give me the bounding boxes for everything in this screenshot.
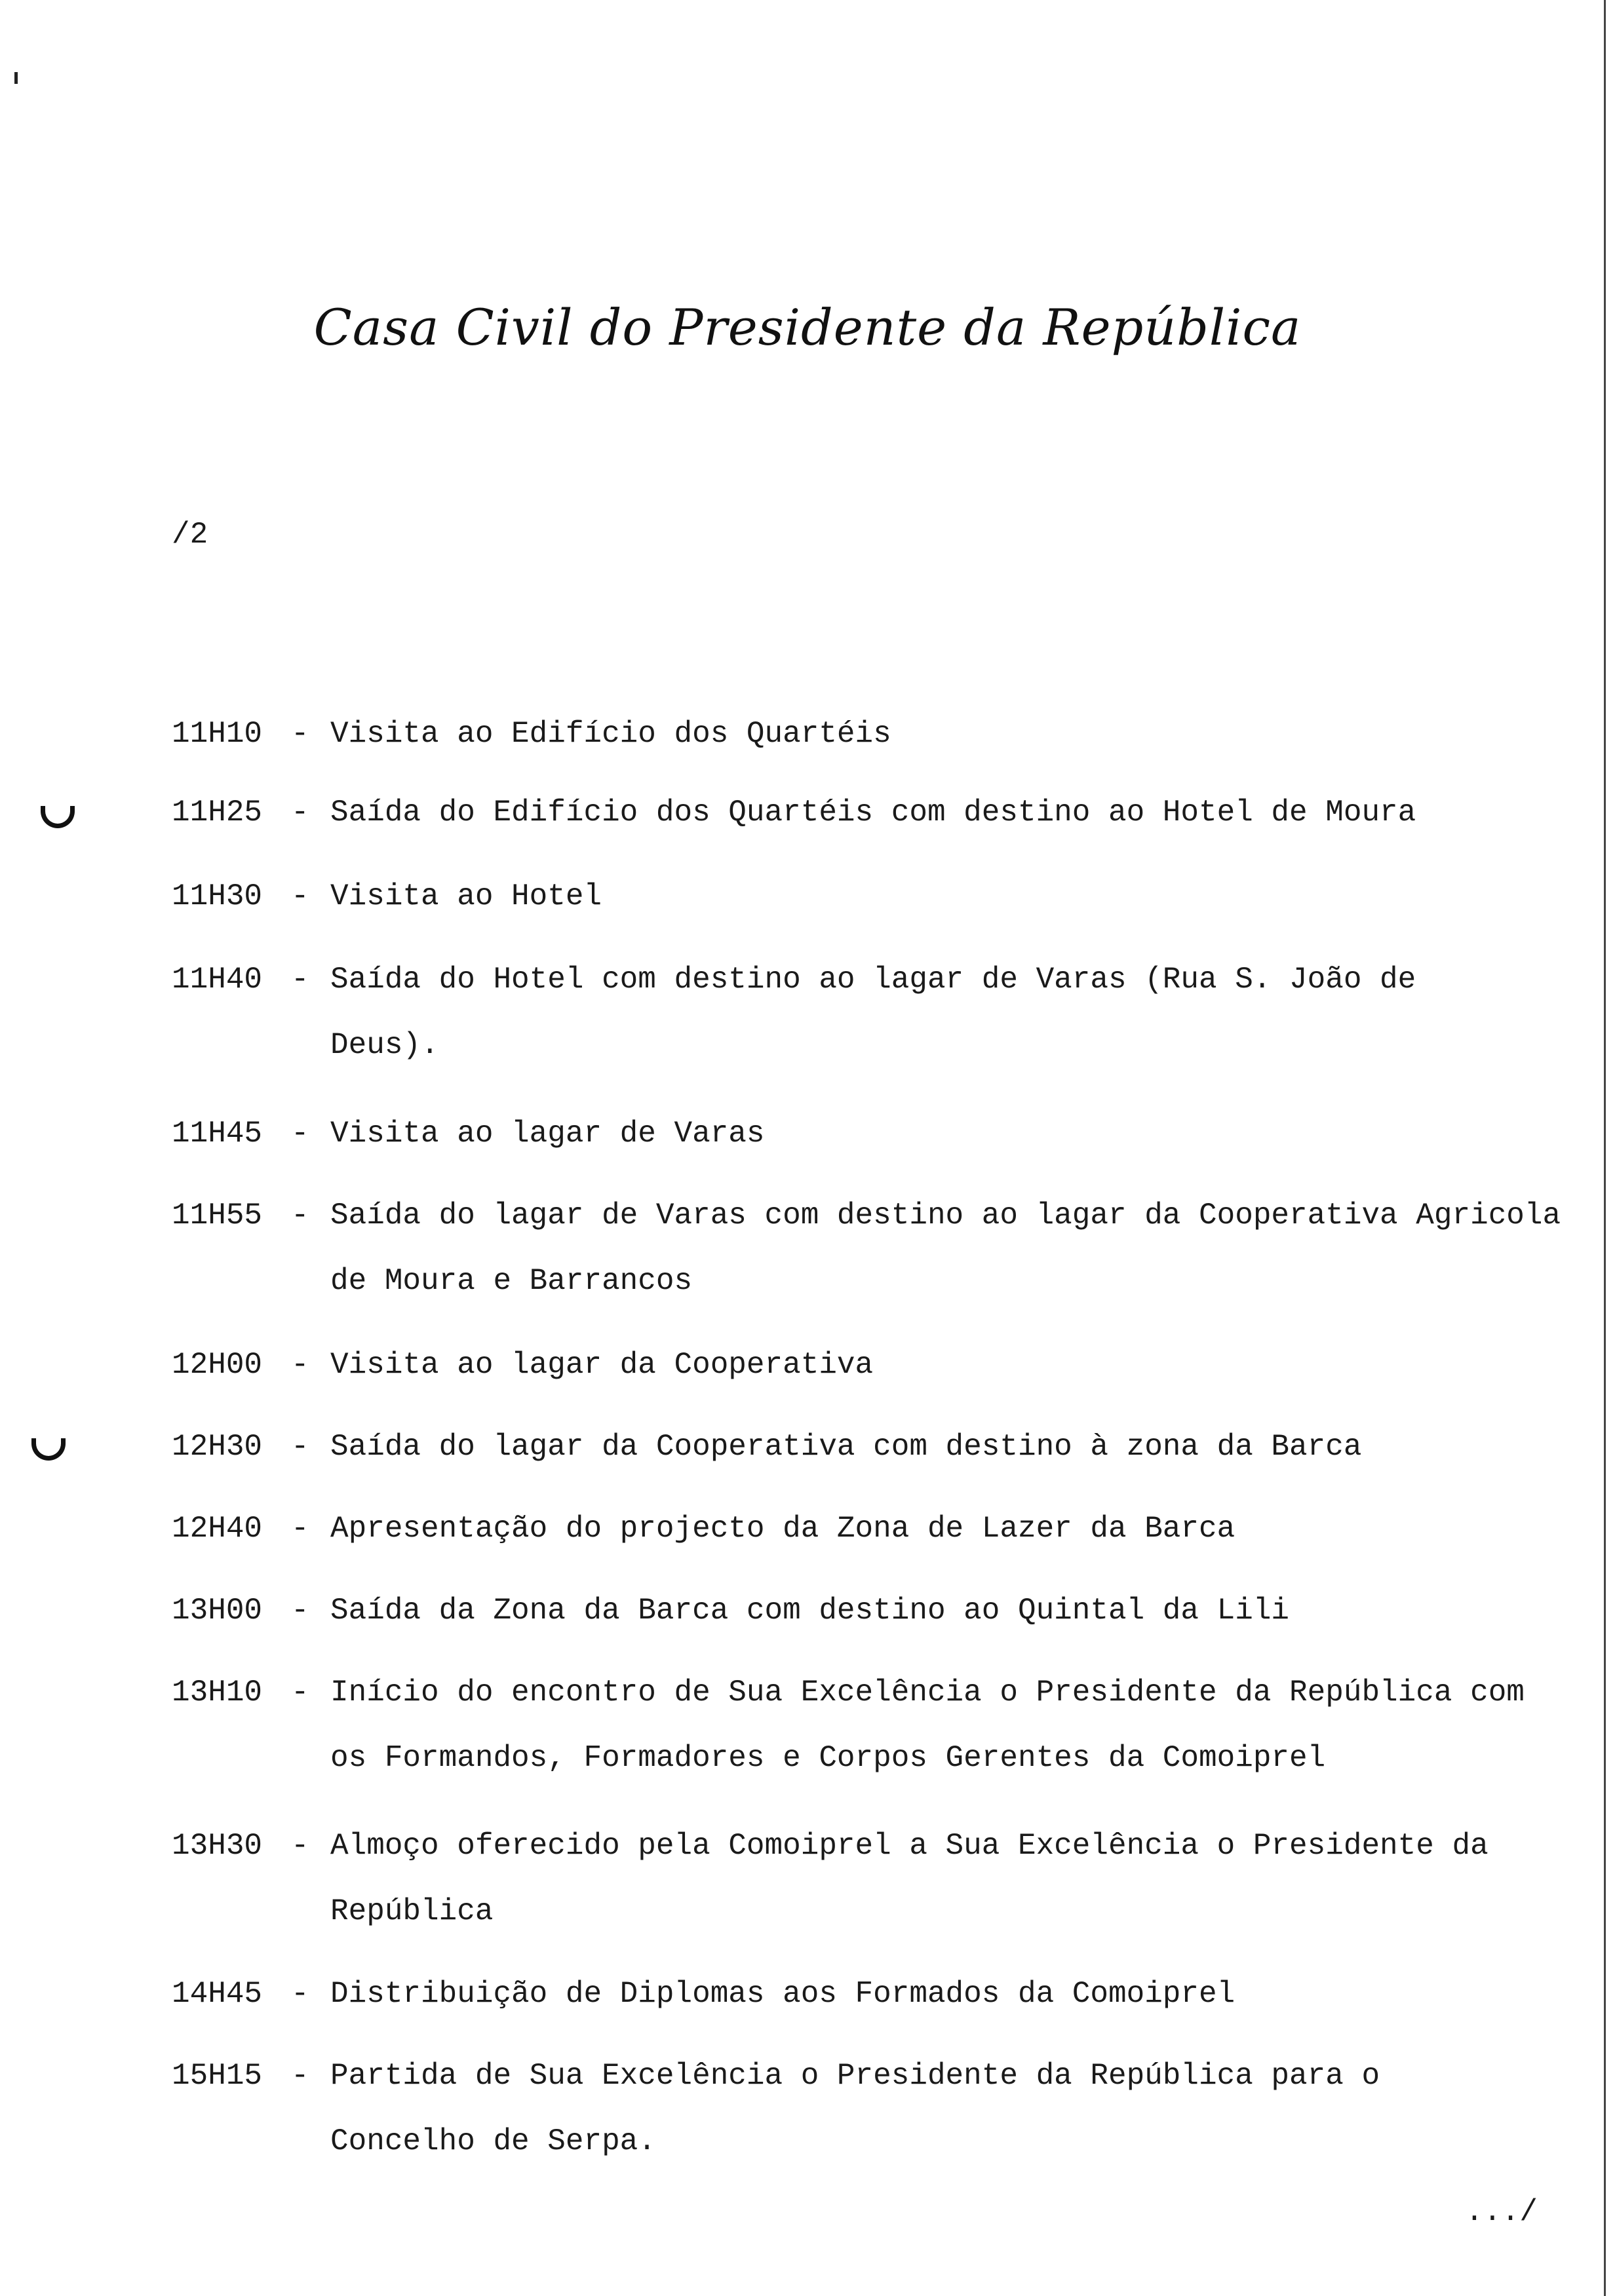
schedule-entry <box>172 1332 1576 1398</box>
entry-dash: - <box>291 1675 309 1710</box>
schedule-entry <box>172 947 1458 1078</box>
entry-text: Visita ao Edifício dos Quartéis <box>330 717 891 751</box>
schedule-entry <box>172 1183 1563 1314</box>
entry-time: 13H00 <box>172 1594 263 1628</box>
entry-time: 15H15 <box>172 2059 263 2093</box>
schedule-entry <box>172 701 1576 767</box>
entry-time: 11H10 <box>172 717 263 751</box>
entry-dash: - <box>291 717 309 751</box>
entry-text: Saída do Hotel com destino ao lagar de Varas (Rua S. João de Deus). <box>330 963 1416 1062</box>
schedule-entry <box>172 1961 1576 2027</box>
entry-time: 11H40 <box>172 963 263 997</box>
schedule-entry <box>172 1813 1563 1944</box>
letterhead-title: Casa Civil do Presidente da República <box>313 298 1302 356</box>
page-number: /2 <box>172 518 208 552</box>
schedule-entry <box>172 2043 1523 2174</box>
entry-text: Visita ao lagar de Varas <box>330 1117 765 1151</box>
entry-text: Visita ao lagar da Cooperativa <box>330 1348 874 1382</box>
entry-dash: - <box>291 2059 309 2093</box>
schedule-entry <box>172 1414 1576 1480</box>
entry-text: Distribuição de Diplomas aos Formados da Comoiprel <box>330 1977 1236 2011</box>
entry-dash: - <box>291 1117 309 1151</box>
entry-text: Saída da Zona da Barca com destino ao Quintal da Lili <box>330 1594 1290 1628</box>
entry-time: 11H30 <box>172 879 263 913</box>
schedule-entry <box>172 864 1576 929</box>
entry-text: Partida de Sua Excelência o Presidente da República para o Concelho de Serpa. <box>330 2059 1380 2158</box>
entry-dash: - <box>291 1198 309 1233</box>
entry-text: Início do encontro de Sua Excelência o Presidente da República com os Formandos, Formadores e Corpos Gerentes da Comoiprel <box>330 1675 1525 1775</box>
entry-time: 11H45 <box>172 1117 263 1151</box>
schedule-entry <box>172 1578 1576 1643</box>
schedule-entry <box>172 1660 1576 1791</box>
schedule-entry <box>172 780 1576 845</box>
entry-dash: - <box>291 1977 309 2011</box>
entry-time: 14H45 <box>172 1977 263 2011</box>
entry-dash: - <box>291 1512 309 1546</box>
continuation-mark: .../ <box>1465 2195 1538 2229</box>
binder-hole-mark <box>31 1438 66 1461</box>
entry-text: Apresentação do projecto da Zona de Lazer da Barca <box>330 1512 1236 1546</box>
entry-dash: - <box>291 879 309 913</box>
schedule-entry <box>172 1101 1576 1166</box>
binder-hole-mark <box>41 806 75 828</box>
entry-time: 12H40 <box>172 1512 263 1546</box>
entry-time: 12H00 <box>172 1348 263 1382</box>
entry-time: 11H55 <box>172 1198 263 1233</box>
entry-dash: - <box>291 1594 309 1628</box>
scan-speck <box>14 72 18 84</box>
entry-dash: - <box>291 1430 309 1464</box>
entry-time: 12H30 <box>172 1430 263 1464</box>
entry-dash: - <box>291 795 309 830</box>
entry-time: 13H10 <box>172 1675 263 1710</box>
entry-time: 13H30 <box>172 1829 263 1863</box>
entry-text: Saída do Edifício dos Quartéis com destino ao Hotel de Moura <box>330 795 1416 830</box>
entry-dash: - <box>291 1348 309 1382</box>
entry-dash: - <box>291 1829 309 1863</box>
entry-dash: - <box>291 963 309 997</box>
entry-text: Saída do lagar da Cooperativa com destino à zona da Barca <box>330 1430 1362 1464</box>
entry-time: 11H25 <box>172 795 263 830</box>
entry-text: Visita ao Hotel <box>330 879 602 913</box>
entry-text: Almoço oferecido pela Comoiprel a Sua Excelência o Presidente da República <box>330 1829 1489 1928</box>
entry-text: Saída do lagar de Varas com destino ao lagar da Cooperativa Agricola de Moura e Barrancos <box>330 1198 1561 1298</box>
schedule-entry <box>172 1496 1576 1561</box>
